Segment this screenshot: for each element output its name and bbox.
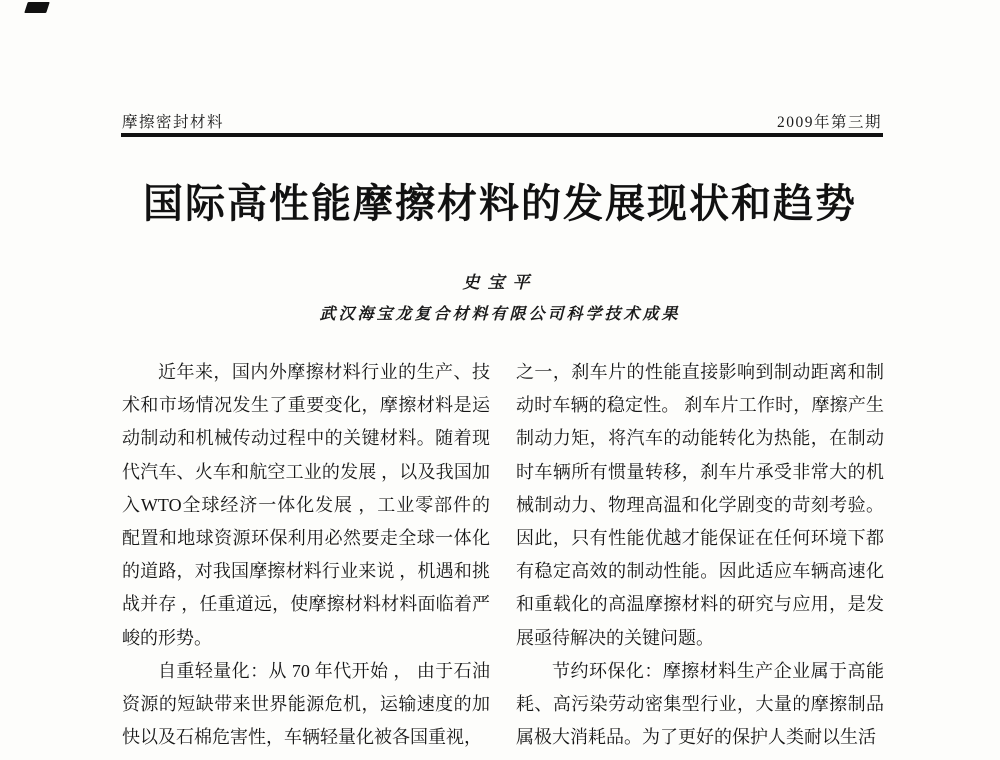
author-name: 史宝平 — [462, 273, 538, 292]
journal-name: 摩擦密封材料 — [122, 114, 225, 131]
paragraph: 节约环保化：摩擦材料生产企业属于高能耗、高污染劳动密集型行业，大量的摩擦制品属极大消耗品。为了更好的保护人类耐以生活 — [516, 660, 884, 748]
article-title: 国际高性能摩擦材料的发展现状和趋势 — [143, 182, 857, 226]
paragraph: 之一，刹车片的性能直接影响到制动距离和制动时车辆的稳定性。 刹车片工作时，摩擦产生制动力矩，将汽车的动能转化为热能，在制动时车辆所有惯量转移，刹车片承受非常大的机械制动力、物理高温和化学剧变的苛刻考验。因此，只有性能优越才能保证在任何环境下都有稳定高效的制动性能。因此适应车辆高速化和重载化的高温摩擦材料的研究与应用，是发展亟待解决的关键问题。 — [516, 362, 884, 648]
article-body — [122, 356, 884, 760]
issue-label: 2009年第三期 — [776, 114, 882, 131]
header-divider — [121, 133, 883, 137]
paragraph: 近年来，国内外摩擦材料行业的生产、技术和市场情况发生了重要变化，摩擦材料是运动制动和机械传动过程中的关键材料。随着现代汽车、火车和航空工业的发展 ，以及我国加入WTO全球经济一体化发展 ，工业零部件的配置和地球资源环保利用必然要走全球一体化的道路，对我国摩擦材料行业来说 ，机遇和挑战并存 ，任重道远，使摩擦材料材料面临着严峻的形势。 — [122, 362, 490, 648]
left-column — [122, 356, 490, 760]
paragraph: 自重轻量化：从 70 年代开始 ， 由于石油资源的短缺带来世界能源危机，运输速度的加快以及石棉危害性，车辆轻量化被各国重视， — [122, 660, 490, 748]
page-header — [122, 110, 882, 132]
scan-corner-artifact — [24, 2, 50, 13]
right-column — [516, 356, 884, 760]
affiliation: 武汉海宝龙复合材料有限公司科学技术成果 — [319, 306, 681, 323]
